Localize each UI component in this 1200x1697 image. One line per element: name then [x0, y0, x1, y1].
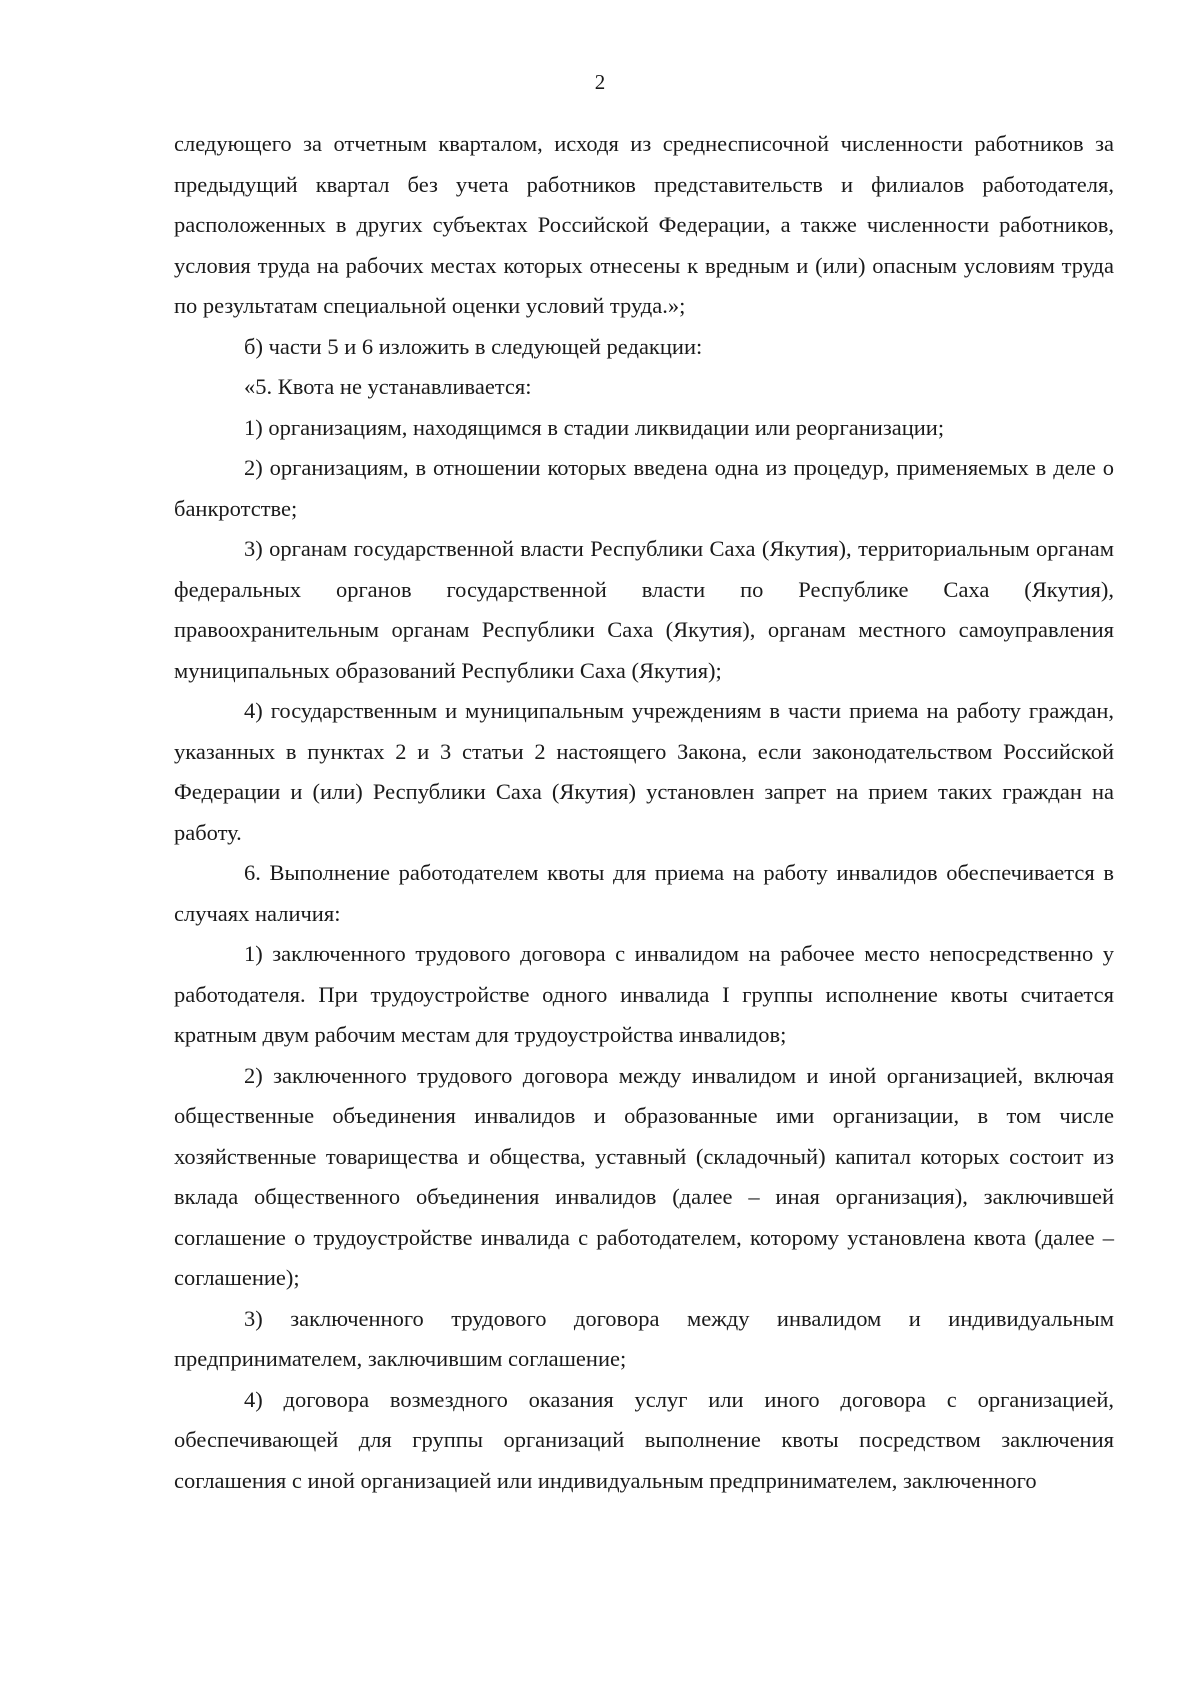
paragraph-part-6-item-3: 3) заключенного трудового договора между инвалидом и индивидуальным предпринимателем, заключившим соглашение;	[174, 1305, 1114, 1371]
paragraph-amendment-b: б) части 5 и 6 изложить в следующей редакции:	[244, 333, 703, 359]
paragraph-part-5-item-3: 3) органам государственной власти Республики Саха (Якутия), территориальным органам федеральных органов государственной власти по Республике Саха (Якутия), правоохранительным органам Республики Саха (Якутия), органам местного самоуправления муниципальных образований Республики Саха (Якутия);	[174, 536, 1114, 683]
paragraph-part-5-item-4: 4) государственным и муниципальным учреждениям в части приема на работу граждан, указанных в пунктах 2 и 3 статьи 2 настоящего Закона, если законодательством Российской Федерации и (или) Республики Саха (Якутия) установлен запрет на прием таких граждан на работу.	[174, 698, 1114, 845]
paragraph-part-6-item-2: 2) заключенного трудового договора между инвалидом и иной организацией, включая общественные объединения инвалидов и образованные ими организации, в том числе хозяйственные товарищества и общества, уставный (складочный) капитал которых состоит из вклада общественного объединения инвалидов (далее – иная организация), заключившей соглашение о трудоустройстве инвалида с работодателем, которому установлена квота (далее – соглашение);	[174, 1062, 1114, 1290]
document-body	[174, 124, 1114, 1501]
paragraph-part-6: 6. Выполнение работодателем квоты для приема на работу инвалидов обеспечивается в случаях наличия:	[174, 860, 1114, 926]
paragraph-part-6-item-4: 4) договора возмездного оказания услуг или иного договора с организацией, обеспечивающей для группы организаций выполнение квоты посредством заключения соглашения с иной организацией или индивидуальным предпринимателем, заключенного	[174, 1386, 1114, 1493]
paragraph-part-5: «5. Квота не устанавливается:	[244, 374, 532, 399]
paragraph-part-6-item-1: 1) заключенного трудового договора с инвалидом на рабочее место непосредственно у работодателя. При трудоустройстве одного инвалида I группы исполнение квоты считается кратным двум рабочим местам для трудоустройства инвалидов;	[174, 941, 1114, 1047]
paragraph-continuation: следующего за отчетным кварталом, исходя из среднесписочной численности работников за предыдущий квартал без учета работников представительств и филиалов работодателя, расположенных в других субъектах Российской Федерации, а также численности работников, условия труда на рабочих местах которых отнесены к вредным и (или) опасным условиям труда по результатам специальной оценки условий труда.»;	[174, 131, 1114, 318]
page-number: 2	[594, 70, 606, 94]
paragraph-part-5-item-1: 1) организациям, находящимся в стадии ликвидации или реорганизации;	[244, 414, 945, 440]
paragraph-part-5-item-2: 2) организациям, в отношении которых введена одна из процедур, применяемых в деле о банкротстве;	[174, 455, 1114, 521]
